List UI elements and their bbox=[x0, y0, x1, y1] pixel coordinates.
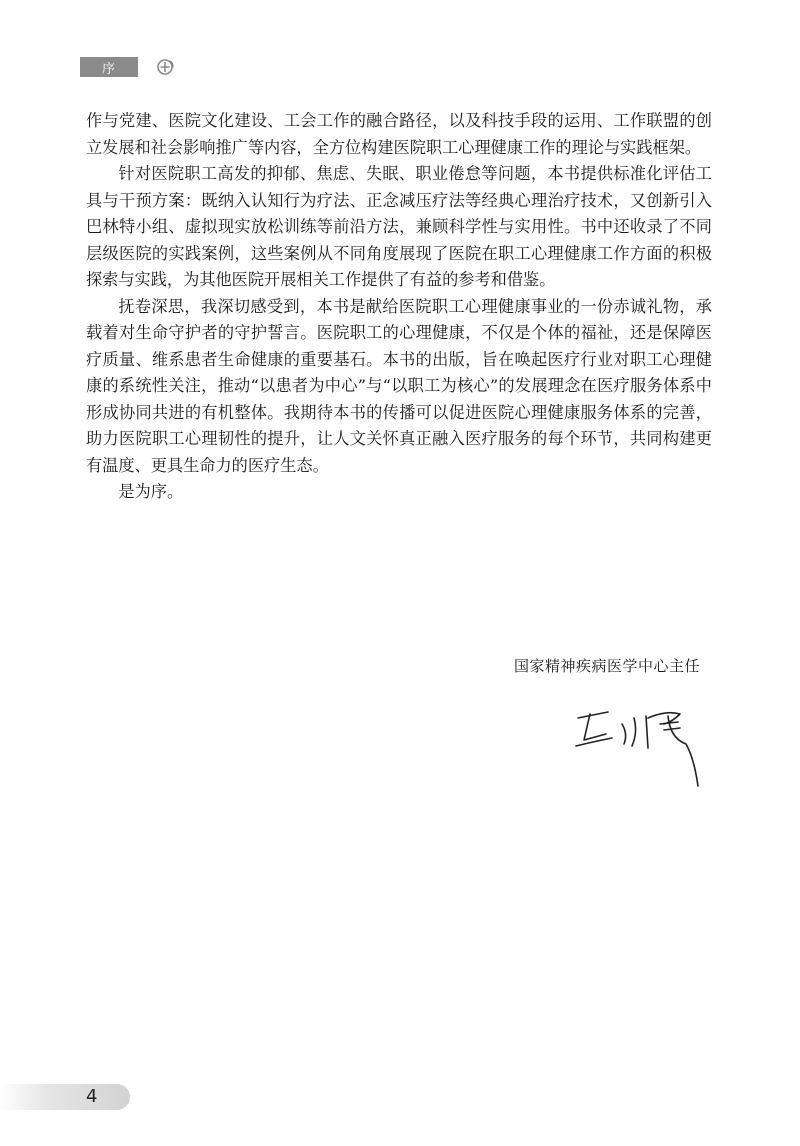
paragraph-4: 是为序。 bbox=[118, 482, 184, 501]
paragraph-1: 作与党建、医院文化建设、工会工作的融合路径，以及科技手段的运用、工作联盟的创立发展和社会影响推广等内容，全方位构建医院职工心理健康工作的理论与实践框架。 bbox=[86, 111, 712, 157]
section-label: 序 bbox=[101, 61, 116, 77]
preface-body bbox=[86, 108, 712, 506]
handwritten-signature bbox=[568, 688, 708, 788]
paragraph-3: 抚卷深思，我深切感受到，本书是献给医院职工心理健康事业的一份赤诚礼物，承载着对生命守护者的守护誓言。医院职工的心理健康，不仅是个体的福祉，还是保障医疗质量、维系患者生命健康的重要基石。本书的出版，旨在唤起医疗行业对职工心理健康的系统性关注，推动“以患者为中心”与“以职工为核心”的发展理念在医疗服务体系中形成协同共进的有机整体。我期待本书的传播可以促进医院心理健康服务体系的完善，助力医院职工心理韧性的提升，让人文关怀真正融入医疗服务的每个环节，共同构建更有温度、更具生命力的医疗生态。 bbox=[86, 296, 712, 475]
signatory-title: 国家精神疾病医学中心主任 bbox=[513, 657, 700, 675]
footer-bar bbox=[0, 1084, 130, 1110]
page-number: 4 bbox=[86, 1086, 98, 1107]
compass-head-icon bbox=[156, 57, 176, 77]
paragraph-2: 针对医院职工高发的抑郁、焦虑、失眠、职业倦怠等问题，本书提供标准化评估工具与干预方案：既纳入认知行为疗法、正念减压疗法等经典心理治疗技术，又创新引入巴林特小组、虚拟现实放松训练等前沿方法，兼顾科学性与实用性。书中还收录了不同层级医院的实践案例，这些案例从不同角度展现了医院在职工心理健康工作方面的积极探索与实践，为其他医院开展相关工作提供了有益的参考和借鉴。 bbox=[86, 164, 712, 289]
section-tab bbox=[80, 57, 138, 77]
